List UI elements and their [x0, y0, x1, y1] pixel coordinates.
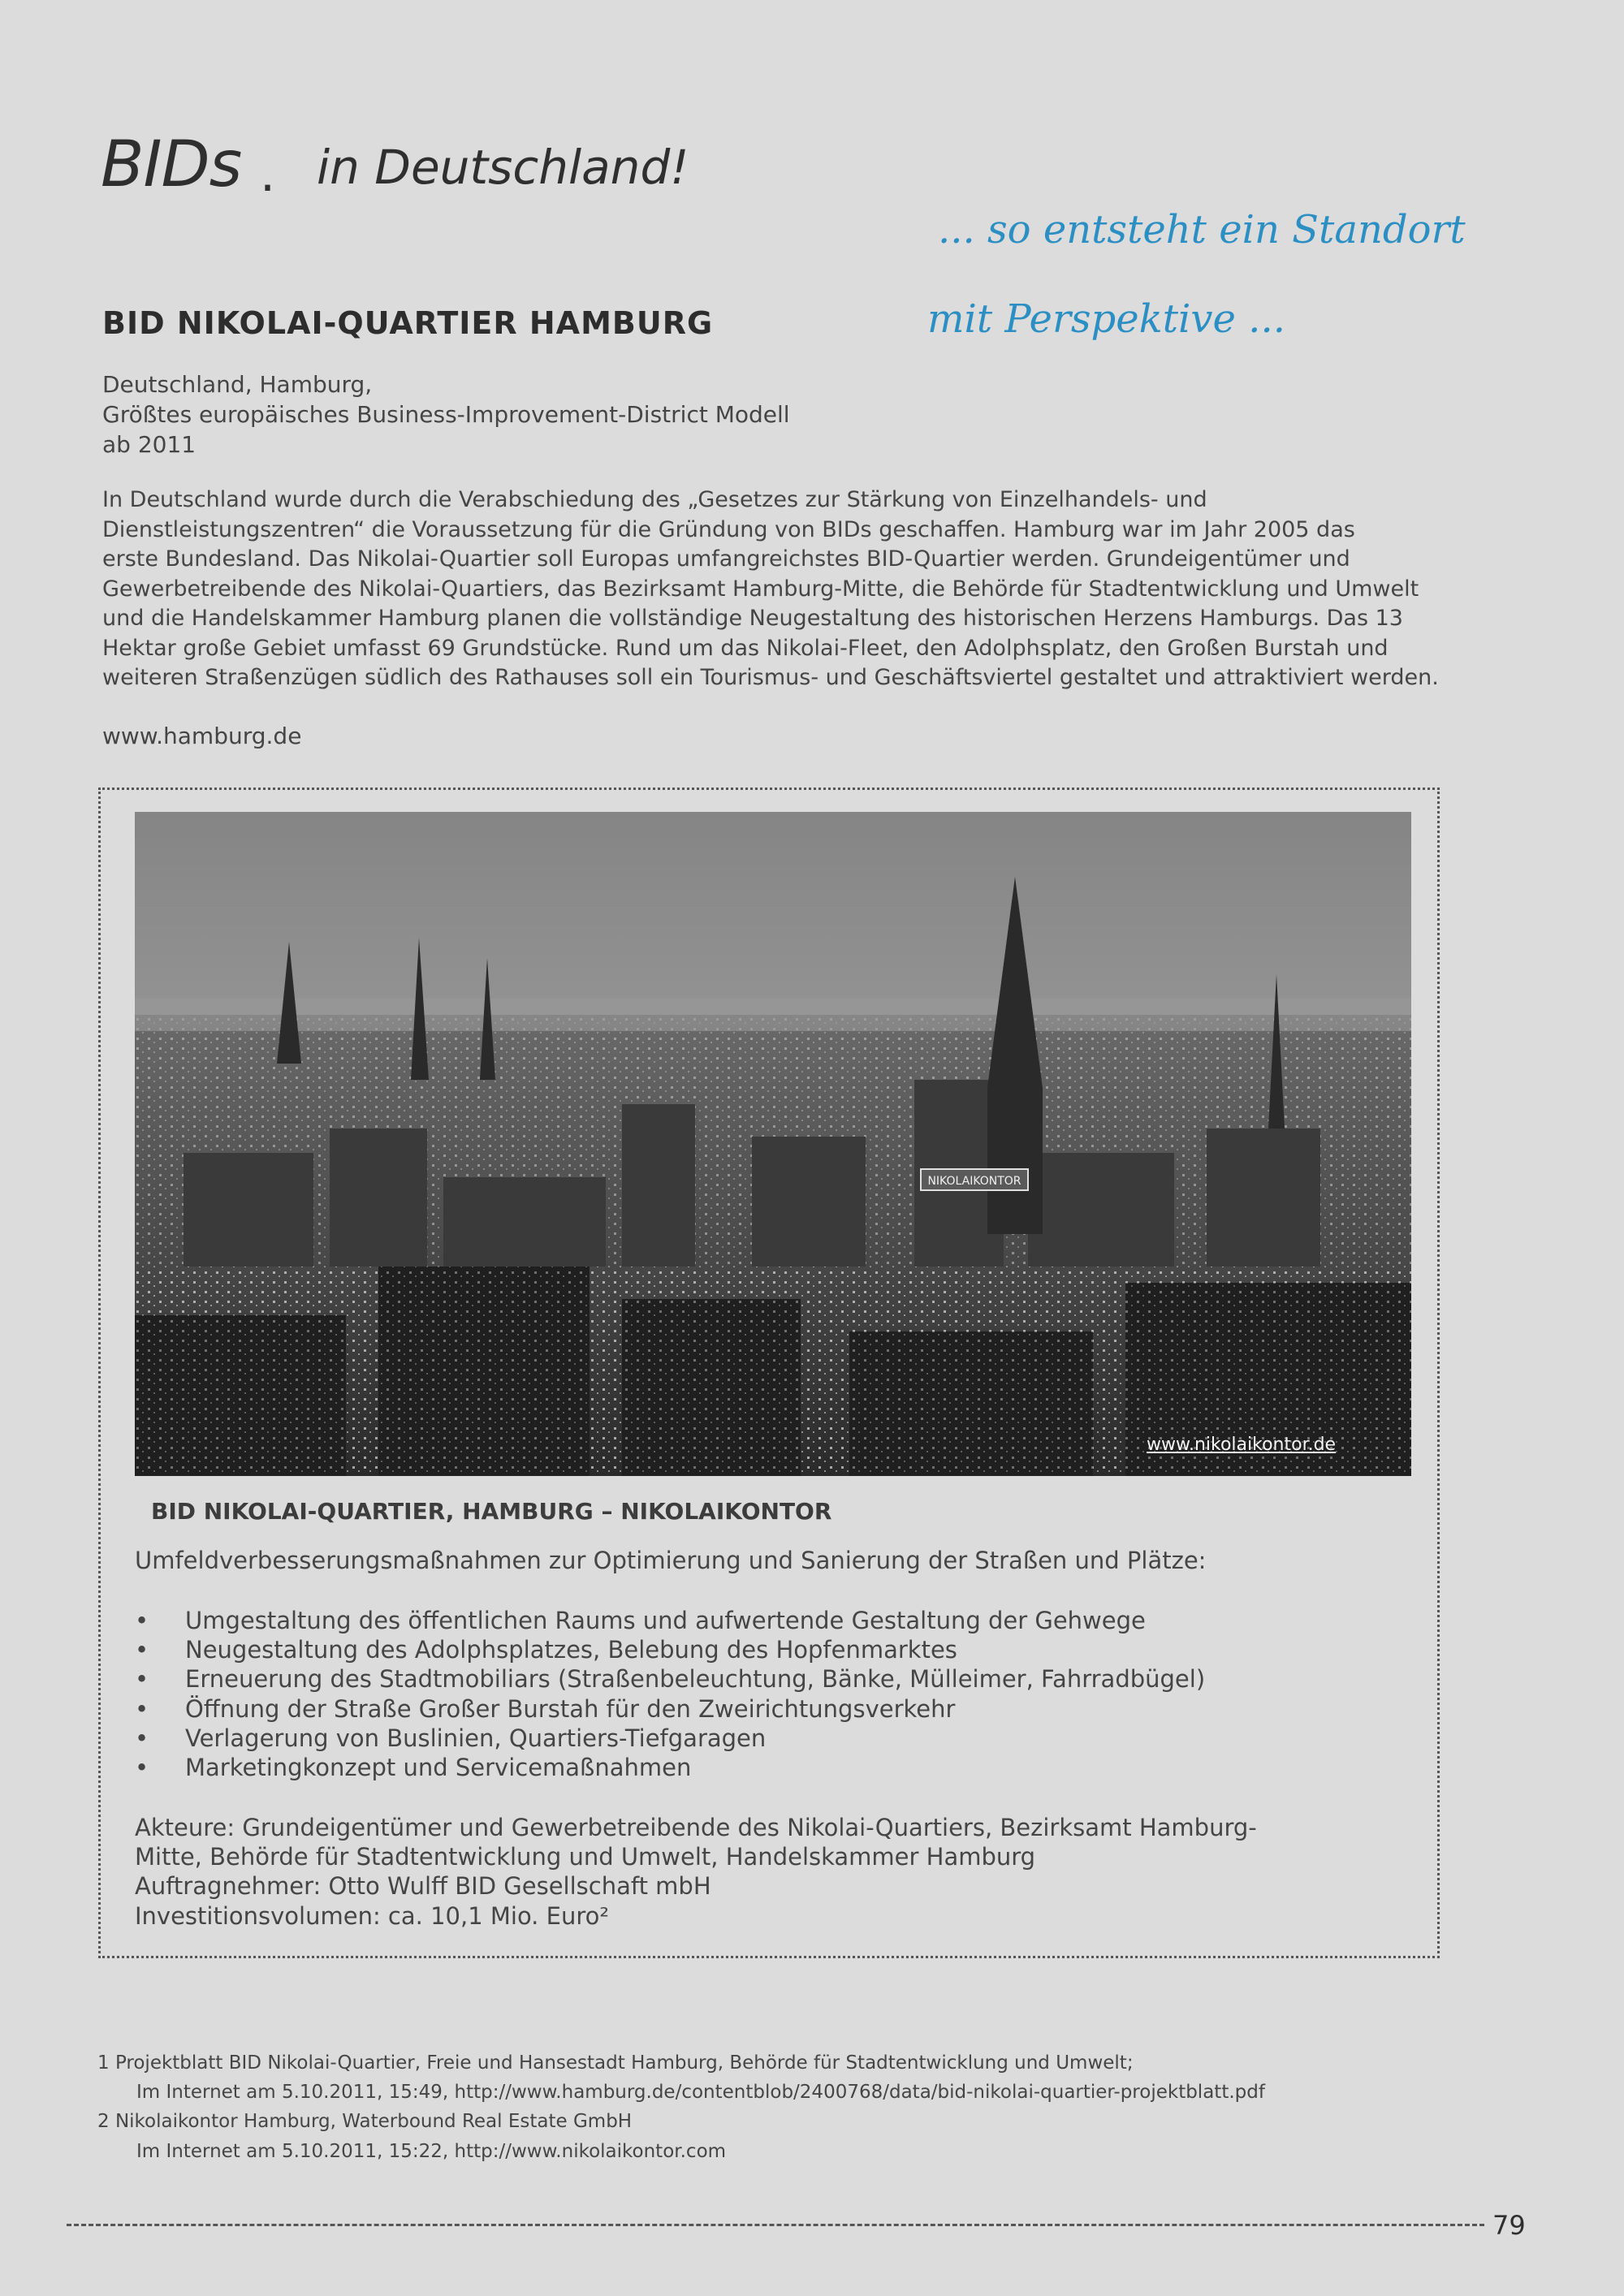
intro-line: weiteren Straßenzügen südlich des Rathauses soll ein Tourismus- und Geschäftsviertel gestaltet und attraktiviert werden. [102, 665, 1439, 690]
photo-credit: www.nikolaikontor.de [1147, 1435, 1337, 1455]
header-in-deutschland: in Deutschland! [317, 140, 689, 195]
list-item: • Neugestaltung des Adolphsplatzes, Belebung des Hopfenmarktes [135, 1636, 957, 1664]
details-line: Akteure: Grundeigentümer und Gewerbetreibende des Nikolai-Quartiers, Bezirksamt Hamburg- [135, 1814, 1257, 1841]
footnote-1-url[interactable]: Im Internet am 5.10.2011, 15:49, http://www.hamburg.de/contentblob/2400768/data/bid-nikolai-quartier-projektblatt.pdf [136, 2082, 1265, 2103]
bullet-icon: • [135, 1607, 149, 1634]
list-item: • Verlagerung von Buslinien, Quartiers-Tiefgaragen [135, 1724, 767, 1752]
list-item: • Erneuerung des Stadtmobiliars (Straßenbeleuchtung, Bänke, Mülleimer, Fahrradbügel) [135, 1665, 1206, 1694]
footnote-2: 2 Nikolaikontor Hamburg, Waterbound Real Estate GmbH [97, 2111, 633, 2132]
meta-line: Größtes europäisches Business-Improvement-District Modell [102, 401, 790, 428]
list-item: • Marketingkonzept und Servicemaßnahmen [135, 1754, 692, 1782]
section-meta [102, 369, 790, 460]
list-item: • Öffnung der Straße Großer Burstah für den Zweirichtungsverkehr [135, 1694, 956, 1723]
details-line: Auftragnehmer: Otto Wulff BID Gesellschaft mbH [135, 1872, 711, 1901]
list-item: • Umgestaltung des öffentlichen Raums und aufwertende Gestaltung der Gehwege [135, 1607, 1146, 1634]
bullet-icon: • [135, 1694, 149, 1723]
project-details [135, 1813, 1257, 1931]
tagline-line-1: ... so entsteht ein Standort [938, 207, 1466, 252]
source-url[interactable]: www.hamburg.de [102, 723, 302, 749]
bullet-icon: • [135, 1754, 149, 1782]
intro-paragraph [102, 486, 1499, 693]
header-dot: . [260, 146, 276, 203]
footer-rule [67, 2224, 1484, 2226]
photo-sign-text: NIKOLAIKONTOR [927, 1175, 1021, 1188]
measures-lead: Umfeldverbesserungsmaßnahmen zur Optimierung und Sanierung der Straßen und Plätze: [135, 1547, 1207, 1574]
details-line: Mitte, Behörde für Stadtentwicklung und Umwelt, Handelskammer Hamburg [135, 1843, 1036, 1871]
tagline-line-2: mit Perspektive ... [927, 296, 1285, 342]
details-line: Investitionsvolumen: ca. 10,1 Mio. Euro² [135, 1901, 609, 1930]
city-skyline-photo [135, 812, 1411, 1476]
intro-line: erste Bundesland. Das Nikolai-Quartier soll Europas umfangreichstes BID-Quartier werden. Grundeigentümer und [102, 546, 1350, 572]
header-bids: BIDs [101, 128, 242, 201]
footnote-1: 1 Projektblatt BID Nikolai-Quartier, Freie und Hansestadt Hamburg, Behörde für Stadtentwicklung und Umwelt; [97, 2052, 1134, 2074]
intro-line: Hektar große Gebiet umfasst 69 Grundstücke. Rund um das Nikolai-Fleet, den Adolphsplatz, den Großen Burstah und [102, 635, 1389, 661]
meta-line: Deutschland, Hamburg, [102, 371, 373, 398]
intro-line: Gewerbetreibende des Nikolai-Quartiers, das Bezirksamt Hamburg-Mitte, die Behörde für Stadtentwicklung und Umwelt [102, 576, 1419, 602]
measures-list [135, 1606, 1205, 1782]
intro-line: und die Handelskammer Hamburg planen die vollständige Neugestaltung des historischen Herzens Hamburgs. Das 13 [102, 606, 1403, 631]
footnote-2-url[interactable]: Im Internet am 5.10.2011, 15:22, http://www.nikolaikontor.com [136, 2141, 727, 2162]
meta-line: ab 2011 [102, 431, 197, 458]
section-title: BID NIKOLAI-QUARTIER HAMBURG [102, 305, 714, 341]
bullet-icon: • [135, 1724, 149, 1752]
page-number: 79 [1492, 2210, 1526, 2241]
bullet-icon: • [135, 1665, 149, 1694]
photo-caption: BID NIKOLAI-QUARTIER, HAMBURG – NIKOLAIKONTOR [151, 1498, 832, 1525]
intro-line: Dienstleistungszentren“ die Voraussetzung für die Gründung von BIDs geschaffen. Hamburg war im Jahr 2005 das [102, 516, 1355, 542]
intro-line: In Deutschland wurde durch die Verabschiedung des „Gesetzes zur Stärkung von Einzelhandels- und [102, 487, 1207, 512]
bullet-icon: • [135, 1636, 149, 1664]
